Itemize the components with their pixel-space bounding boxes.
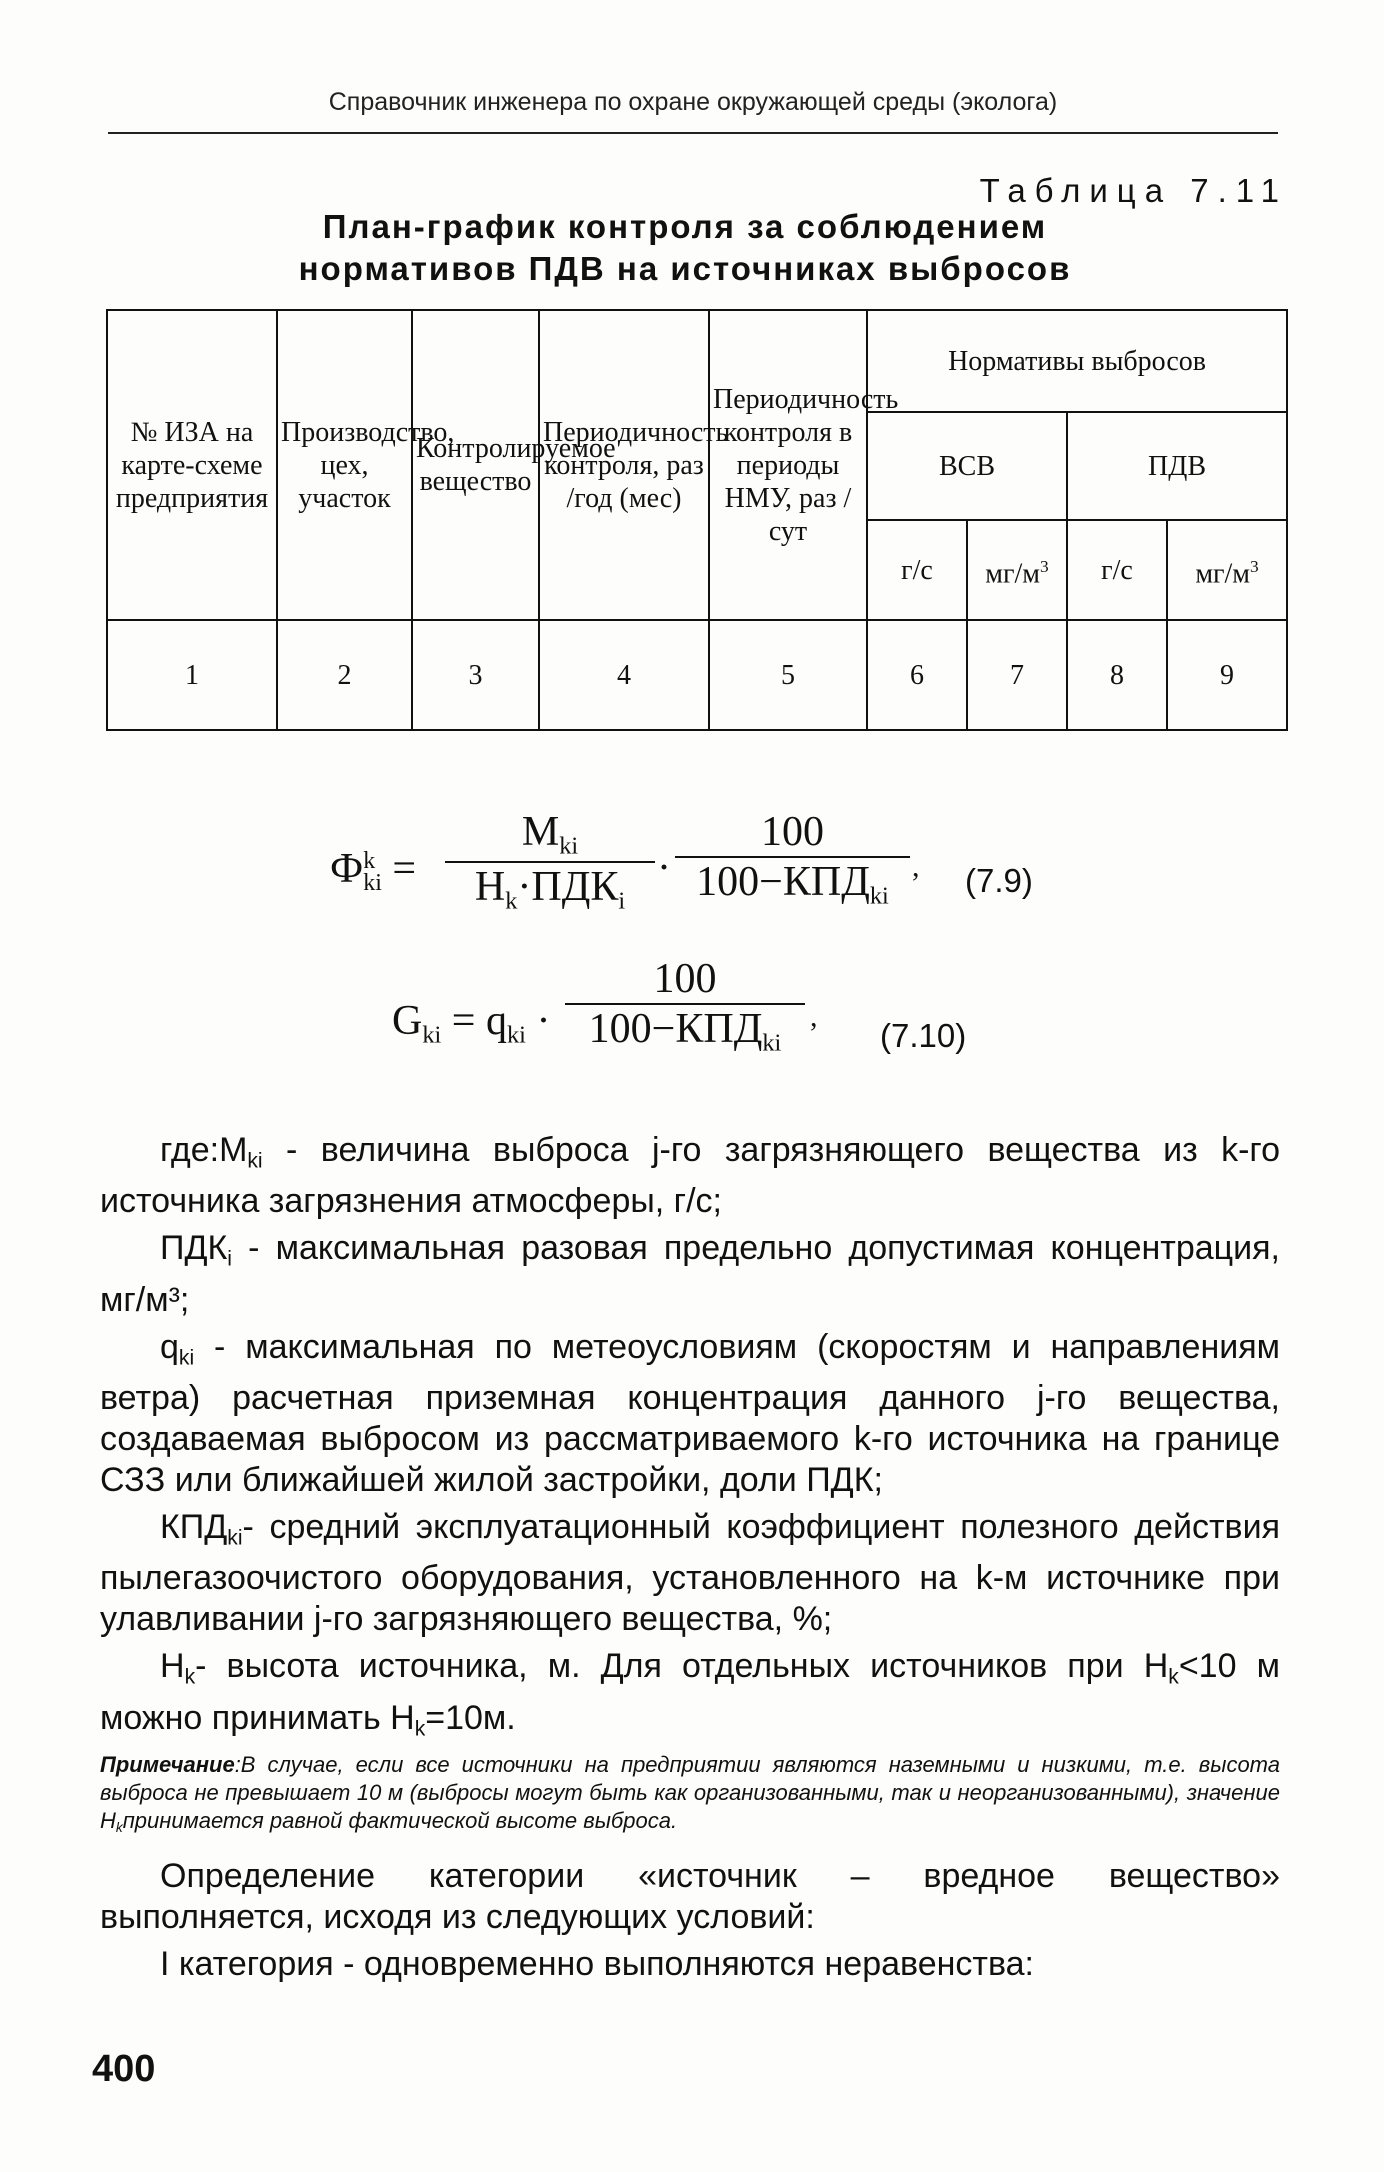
table-title-line2: нормативов ПДВ на источниках выбросов: [298, 250, 1072, 287]
header-emission-norms: Нормативы выбросов: [867, 310, 1287, 412]
eq1-lhs-symbol: Ф: [330, 846, 364, 892]
table-label: Таблица 7.11: [979, 172, 1288, 209]
eq2-comma: ,: [810, 1000, 818, 1033]
column-number: 9: [1167, 620, 1287, 730]
eq1-number: (7.9): [965, 862, 1033, 899]
eq2-kpd: 100−КПД: [588, 1006, 763, 1052]
eq2-g: G: [392, 998, 423, 1044]
column-number: 1: [107, 620, 277, 730]
def-kpd-term: КПД: [160, 1507, 228, 1546]
column-number: 8: [1067, 620, 1167, 730]
eq1-denominator-2: [675, 858, 910, 911]
header-unit-mgm-pdv: [1167, 520, 1287, 620]
note-label: Примечание: [100, 1751, 235, 1777]
def-q-term: q: [160, 1327, 179, 1366]
eq1-comma: ,: [912, 850, 920, 883]
def-q-sub: ki: [178, 1345, 195, 1369]
def-pdk-term: ПДК: [160, 1229, 228, 1268]
def-h-text3: =10м.: [425, 1698, 516, 1737]
eq1-kpd-sub: ki: [869, 882, 889, 910]
header-pdv: ПДВ: [1067, 412, 1287, 520]
eq1-numerator-1: [445, 808, 655, 861]
column-number: 2: [277, 620, 412, 730]
definition-h: [100, 1646, 1280, 1749]
definition-pdk: [100, 1228, 1280, 1320]
page-number: 400: [92, 2048, 156, 2090]
header-unit-gs-pdv: г/с: [1067, 520, 1167, 620]
eq1-m-sub: ki: [559, 832, 579, 860]
eq2-denominator: [565, 1005, 805, 1058]
eq2-lhs: $G_{ki} = q_{ki}$ ·: [392, 998, 551, 1049]
table-title: [180, 206, 1190, 290]
category-one: I категория - одновременно выполняются неравенства:: [160, 1944, 1035, 1983]
header-unit-gs-vsv: г/с: [867, 520, 967, 620]
category-intro: Определение категории «источник – вредное вещество» выполняется, исходя из следующих условий:: [100, 1856, 1280, 1936]
unit-mgm-text: мг/м: [1195, 558, 1251, 590]
header-periodicity: Периодичность контроля, раз /год (мес): [539, 310, 709, 620]
def-pdk-text: - максимальная разовая предельно допустимая концентрация, мг/м³;: [100, 1229, 1280, 1319]
eq1-fraction-2: [675, 808, 910, 911]
note: [100, 1751, 1280, 1842]
header-rule: [108, 132, 1278, 134]
unit-cube: 3: [1040, 556, 1049, 576]
def-q-text: - максимальная по метеоусловиям (скоростям и направлениям ветра) расчетная приземная концентрация данного j-го вещества, создаваемая выбросом из рассматриваемого k-го источника на границе СЗЗ или ближайшей жилой застройки, доли ПДК;: [100, 1327, 1280, 1499]
header-periodicity-nmu: Периодичность контроля в периоды НМУ, раз /сут: [709, 310, 867, 620]
header-vsv: ВСВ: [867, 412, 1067, 520]
def-h-text2: <10 м можно принимать H: [100, 1647, 1280, 1737]
table-title-line1: План-график контроля за соблюдением: [322, 208, 1048, 245]
def-kpd-text: - средний эксплуатационный коэффициент полезного действия пылегазоочистого оборудования, установленного на k-м источнике при улавливании j-го загрязняющего вещества, %;: [100, 1507, 1280, 1639]
eq2-numerator: 100: [653, 956, 717, 1002]
eq1-lhs-sup: k: [363, 848, 376, 875]
def-m-text: - величина выброса j-го загрязняющего вещества из k-го источника загрязнения атмосферы, г/с;: [100, 1131, 1280, 1221]
def-h-sub3: k: [414, 1716, 426, 1740]
definitions-text: [100, 1130, 1280, 1991]
column-number: 5: [709, 620, 867, 730]
eq1-pdk-sub: i: [618, 887, 626, 915]
header-substance: Контролируемое вещество: [412, 310, 539, 620]
note-text: :В случае, если все источники на предприятии являются наземными и низкими, т.е. высота выброса не превышает 10 м (выбросы могут быть как организованными, так и неорганизованными), значение H: [100, 1751, 1280, 1833]
eq2-kpd-sub: ki: [762, 1029, 782, 1057]
eq1-pdk: ·ПДК: [517, 863, 619, 910]
eq2-q: = q: [451, 998, 507, 1044]
eq2-fraction: [565, 955, 805, 1058]
definition-kpd: [100, 1507, 1280, 1640]
eq2-number: (7.10): [880, 1017, 967, 1054]
definition-q: [100, 1327, 1280, 1501]
equation-7-9: [300, 800, 1100, 950]
eq1-lhs: Ф k ki =: [330, 846, 417, 897]
def-m-sub: ki: [247, 1149, 263, 1173]
schedule-table: [106, 309, 1288, 731]
running-head: Справочник инженера по охране окружающей среды (эколога): [328, 88, 1058, 116]
column-number-row: [107, 620, 1287, 730]
def-h-sub: k: [184, 1665, 196, 1689]
unit-mgm-text: мг/м: [985, 558, 1040, 590]
eq1-kpd: 100−КПД: [696, 859, 870, 905]
eq2-q-sub: ki: [506, 1021, 526, 1049]
header-production: Производство, цех, участок: [277, 310, 412, 620]
column-number: 4: [539, 620, 709, 730]
eq1-fraction-1: [445, 808, 655, 915]
column-number: 3: [412, 620, 539, 730]
definition-m: [100, 1130, 1280, 1222]
equation-7-10: [300, 955, 1100, 1085]
header-unit-mgm-vsv: [967, 520, 1067, 620]
eq1-m: M: [521, 809, 560, 855]
eq1-numerator-2: 100: [761, 809, 824, 855]
eq1-h-sub: k: [505, 887, 518, 915]
header-iza-number: № ИЗА на карте-схеме предприятия: [107, 310, 277, 620]
note-sub: k: [115, 1819, 123, 1835]
eq1-h: H: [474, 863, 506, 910]
def-m-term: где:М: [160, 1131, 248, 1169]
def-h-sub2: k: [1168, 1665, 1179, 1689]
eq1-dot: ·: [657, 845, 671, 891]
eq1-lhs-sub: ki: [363, 870, 382, 897]
unit-cube: 3: [1250, 556, 1259, 576]
def-h-text: - высота источника, м. Для отдельных источников при H: [195, 1647, 1169, 1686]
def-pdk-sub: i: [227, 1247, 232, 1271]
eq2-g-sub: ki: [422, 1021, 442, 1049]
def-h-term: H: [160, 1647, 185, 1686]
column-number: 7: [967, 620, 1067, 730]
eq1-denominator-1: [445, 863, 655, 916]
def-kpd-sub: ki: [227, 1526, 243, 1550]
column-number: 6: [867, 620, 967, 730]
note-text2: принимается равной фактической высоте выброса.: [122, 1807, 678, 1833]
